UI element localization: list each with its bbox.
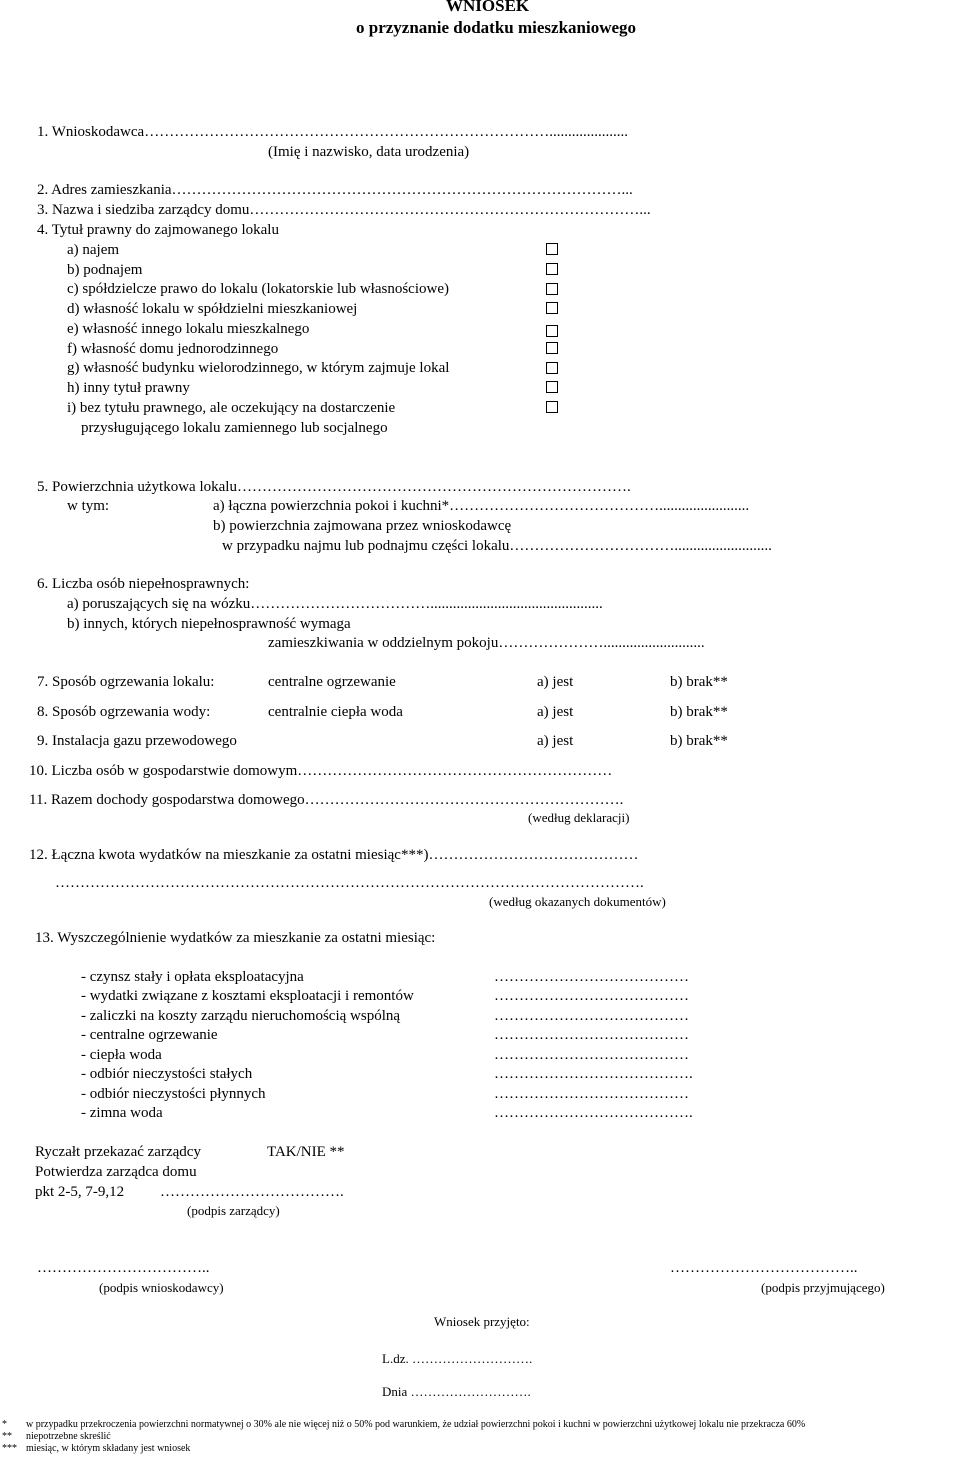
ldz-field[interactable]: L.dz. ………………………. [382,1351,533,1366]
occupied-area-label: b) powierzchnia zajmowana przez wnioskodawcę [213,518,512,534]
option-label: d) własność lokalu w spółdzielni mieszkaniowej [67,301,358,317]
income-hint: (według deklaracji) [528,810,630,825]
footnote-mark: *** [2,1443,17,1454]
expense-amount[interactable]: ………………………………… [494,1047,689,1063]
expense-amount[interactable]: …………………………………. [494,1066,693,1082]
expense-amount[interactable]: ………………………………… [494,1027,689,1043]
expenses-hint: (według okazanych dokumentów) [489,894,666,909]
checkbox-b[interactable] [546,263,558,275]
received-heading: Wniosek przyjęto: [434,1314,530,1329]
document-subtitle: o przyznanie dodatku mieszkaniowego [356,18,637,37]
wheelchair-field[interactable]: a) poruszających się na wózku……………………………….............................................. [67,596,603,612]
expenses-breakdown-heading: 13. Wyszczególnienie wydatków za mieszkanie za ostatni miesiąc: [35,930,436,946]
option-label: a) najem [67,242,120,258]
gas-no[interactable]: b) brak** [670,733,728,749]
expense-name: - odbiór nieczystości płynnych [81,1086,266,1102]
option-label: h) inny tytuł prawny [67,380,190,396]
option-label: e) własność innego lokalu mieszkalnego [67,321,310,337]
heating-desc: centralne ogrzewanie [268,674,396,690]
option-label: f) własność domu jednorodzinnego [67,341,279,357]
heating-no[interactable]: b) brak** [670,674,728,690]
expense-name: - wydatki związane z kosztami eksploatacji i remontów [81,988,414,1004]
footnote-mark: ** [2,1431,12,1442]
occupied-area-field[interactable]: w przypadku najmu lub podnajmu części lokalu…………………………….......................... [222,538,772,554]
disabled-heading: 6. Liczba osób niepełnosprawnych: [37,576,250,592]
expense-amount[interactable]: ………………………………… [494,1008,689,1024]
checkbox-e[interactable] [546,325,558,337]
expenses-total-line2[interactable]: ………………………………………………………………………………………………………. [55,875,644,891]
expense-name: - centralne ogrzewanie [81,1027,218,1043]
checkbox-f[interactable] [546,342,558,354]
receiver-signature-line[interactable]: ……………………………….. [670,1260,858,1276]
document-title: WNIOSEK [446,0,530,15]
other-disabled-field[interactable]: zamieszkiwania w oddzielnym pokoju…………………........................... [268,635,705,651]
expense-amount[interactable]: …………………………………. [494,1105,693,1121]
applicant-signature-line[interactable]: …………………………….. [37,1260,210,1276]
lump-sum-label: Ryczałt przekazać zarządcy [35,1144,201,1160]
expense-name: - ciepła woda [81,1047,162,1063]
gas-label: 9. Instalacja gazu przewodowego [37,733,237,749]
option-label-cont: przysługującego lokalu zamiennego lub socjalnego [81,420,388,436]
income-field[interactable]: 11. Razem dochody gospodarstwa domowego………………………………………………………. [29,792,624,808]
manager-confirm-points: pkt 2-5, 7-9,12 [35,1184,125,1200]
expense-name: - zimna woda [81,1105,163,1121]
heating-label: 7. Sposób ogrzewania lokalu: [37,674,215,690]
expense-amount[interactable]: ………………………………… [494,1086,689,1102]
applicant-field[interactable]: 1. Wnioskodawca………………………………………………………………………..................... [37,124,628,140]
other-disabled-label: b) innych, których niepełnosprawność wymaga [67,616,351,632]
option-label: c) spółdzielcze prawo do lokalu (lokatorskie lub własnościowe) [67,281,449,297]
lump-sum-choice[interactable]: TAK/NIE ** [267,1144,345,1160]
manager-confirm-label: Potwierdza zarządca domu [35,1164,197,1180]
gas-yes[interactable]: a) jest [537,733,574,749]
date-field[interactable]: Dnia ………………………. [382,1384,531,1399]
household-size-field[interactable]: 10. Liczba osób w gospodarstwie domowym……………………………………………………… [29,763,613,779]
legal-title-heading: 4. Tytuł prawny do zajmowanego lokalu [37,222,279,238]
manager-signature-line[interactable]: ………………………………. [160,1184,344,1200]
checkbox-g[interactable] [546,362,558,374]
applicant-hint: (Imię i nazwisko, data urodzenia) [268,144,470,160]
water-heating-no[interactable]: b) brak** [670,704,728,720]
in-this-label: w tym: [67,498,110,514]
checkbox-h[interactable] [546,381,558,393]
manager-signature-label: (podpis zarządcy) [187,1203,280,1218]
water-heating-yes[interactable]: a) jest [537,704,574,720]
receiver-signature-label: (podpis przyjmującego) [761,1280,885,1295]
footnote-mark: * [2,1419,7,1430]
footnote-text: w przypadku przekroczenia powierzchni normatywnej o 30% ale nie więcej niż o 50% pod warunkiem, że udział powierzchni pokoi i kuchni w powierzchni użytkowej lokalu nie przekracza 60% [26,1419,806,1430]
expense-amount[interactable]: ………………………………… [494,969,689,985]
applicant-signature-label: (podpis wnioskodawcy) [99,1280,224,1295]
checkbox-d[interactable] [546,302,558,314]
address-field[interactable]: 2. Adres zamieszkania………………………………………………………………………………... [37,182,633,198]
checkbox-c[interactable] [546,283,558,295]
checkbox-i[interactable] [546,401,558,413]
heating-yes[interactable]: a) jest [537,674,574,690]
expense-name: - odbiór nieczystości stałych [81,1066,253,1082]
area-field[interactable]: 5. Powierzchnia użytkowa lokalu……………………………………………………………………. [37,479,631,495]
water-heating-desc: centralnie ciepła woda [268,704,403,720]
checkbox-a[interactable] [546,243,558,255]
expense-name: - zaliczki na koszty zarządu nieruchomością wspólną [81,1008,401,1024]
expense-name: - czynsz stały i opłata eksploatacyjna [81,969,304,985]
expense-amount[interactable]: ………………………………… [494,988,689,1004]
rooms-area-field[interactable]: a) łączna powierzchnia pokoi i kuchni*……………………………………........................ [213,498,750,514]
footnote-text: niepotrzebne skreślić [26,1431,111,1442]
manager-field[interactable]: 3. Nazwa i siedziba zarządcy domu……………………………………………………………………... [37,202,651,218]
expenses-total-field[interactable]: 12. Łączna kwota wydatków na mieszkanie za ostatni miesiąc***)…………………………………… [29,847,639,863]
option-label: i) bez tytułu prawnego, ale oczekujący na dostarczenie [67,400,396,416]
option-label: g) własność budynku wielorodzinnego, w którym zajmuje lokal [67,360,450,376]
footnote-text: miesiąc, w którym składany jest wniosek [26,1443,191,1454]
option-label: b) podnajem [67,262,143,278]
water-heating-label: 8. Sposób ogrzewania wody: [37,704,211,720]
